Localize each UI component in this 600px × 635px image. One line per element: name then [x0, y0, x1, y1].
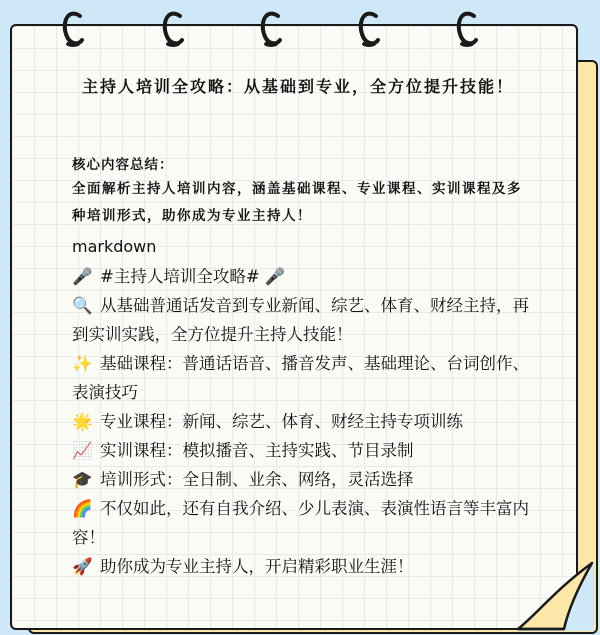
graduation-cap-icon: 🎓: [72, 470, 93, 489]
list-item-text: 从基础普通话发音到专业新闻、综艺、体育、财经主持，再到实训实践，全方位提升主持人技能！: [72, 296, 529, 344]
list-item-text: 实训课程：模拟播音、主持实践、节目录制: [100, 441, 414, 460]
summary-heading: 核心内容总结：: [72, 157, 174, 173]
binding-ring: [60, 8, 86, 48]
binding-ring: [160, 8, 186, 48]
binding-ring: [454, 8, 480, 48]
summary-block: [72, 154, 532, 230]
summary-text: 全面解析主持人培训内容，涵盖基础课程、专业课程、实训课程及多种培训形式，助你成为专业主持人！: [72, 181, 522, 224]
microphone-icon: 🎤: [72, 267, 93, 286]
star-icon: 🌟: [72, 412, 93, 431]
bullet-list: [72, 262, 534, 581]
magnifier-icon: 🔍: [72, 296, 93, 315]
list-item: [72, 349, 534, 407]
rocket-icon: 🚀: [72, 557, 93, 576]
list-item-text: 助你成为专业主持人，开启精彩职业生涯！: [100, 557, 414, 576]
binding-ring: [356, 8, 382, 48]
list-item-text: 不仅如此，还有自我介绍、少儿表演、表演性语言等丰富内容！: [72, 499, 529, 547]
list-item-text: 专业课程：新闻、综艺、体育、财经主持专项训练: [100, 412, 463, 431]
spiral-binding: [0, 0, 600, 60]
format-label: markdown: [72, 237, 157, 256]
list-item: [72, 407, 534, 436]
list-item-text: #主持人培训全攻略# 🎤: [100, 267, 286, 286]
list-item: [72, 465, 534, 494]
rainbow-icon: 🌈: [72, 499, 93, 518]
list-item-text: 培训形式：全日制、业余、网络，灵活选择: [100, 470, 414, 489]
chart-icon: 📈: [72, 441, 93, 460]
list-item: [72, 494, 534, 552]
note-title: 主持人培训全攻略：从基础到专业，全方位提升技能！: [81, 77, 514, 96]
list-item: [72, 552, 534, 581]
binding-ring: [258, 8, 284, 48]
sparkles-icon: ✨: [72, 354, 93, 373]
list-item: [72, 291, 534, 349]
list-item: [72, 262, 534, 291]
list-item: [72, 436, 534, 465]
list-item-text: 基础课程：普通话语音、播音发声、基础理论、台词创作、表演技巧: [72, 354, 529, 402]
